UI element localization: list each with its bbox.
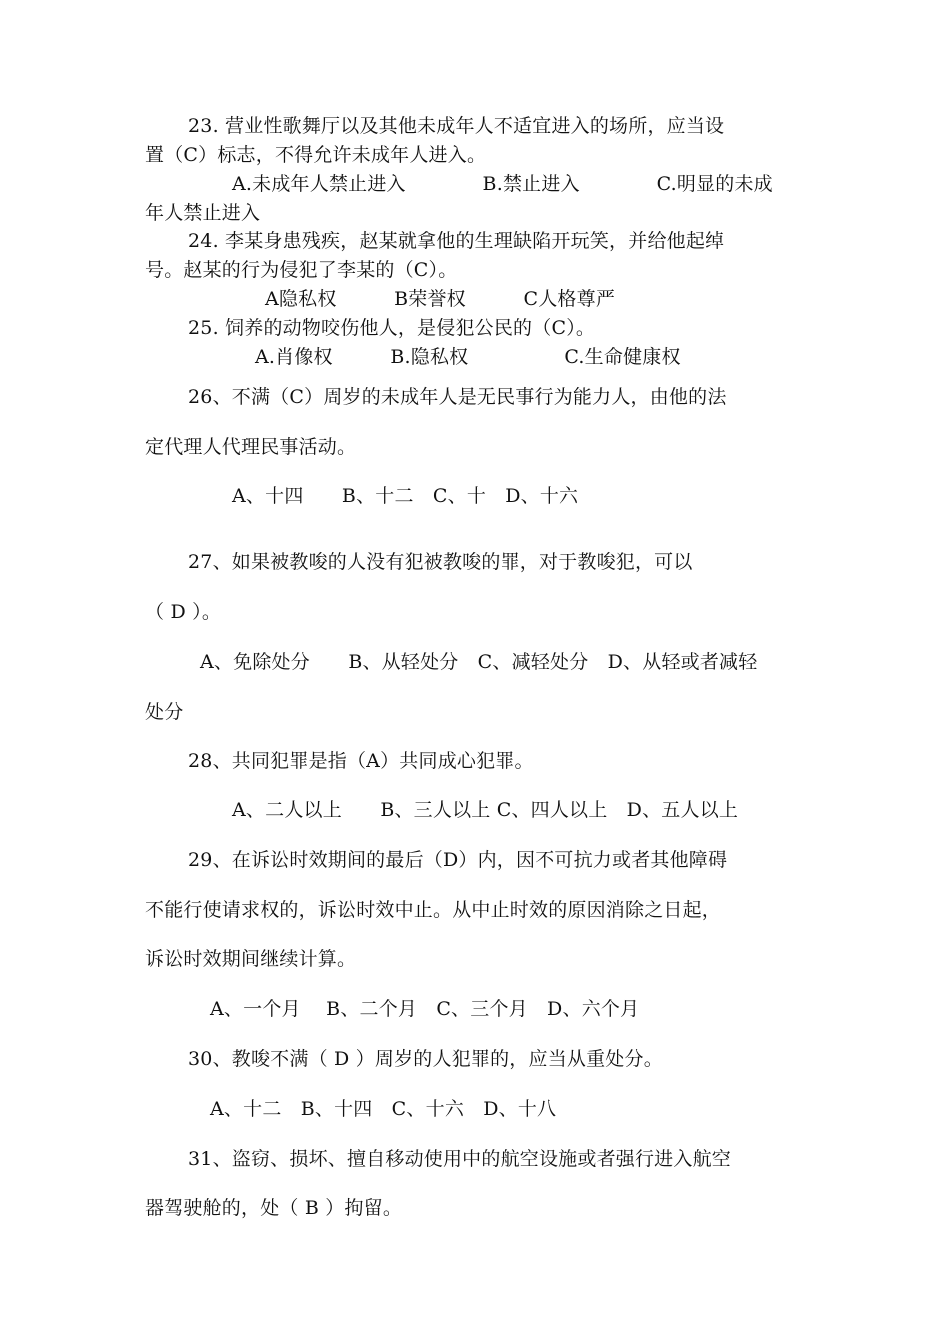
question-27-options-cont: 处分 [145, 701, 184, 723]
question-25-options: A.肖像权 B.隐私权 C.生命健康权 [255, 346, 681, 368]
question-30-line-1: 30、教唆不满（ D ）周岁的人犯罪的，应当从重处分。 [188, 1048, 663, 1070]
question-28-options: A、二人以上 B、三人以上 C、四人以上 D、五人以上 [232, 799, 739, 821]
question-29-line-1: 29、在诉讼时效期间的最后（D）内，因不可抗力或者其他障碍 [188, 849, 728, 871]
question-25-line-1: 25. 饲养的动物咬伤他人，是侵犯公民的（C）。 [188, 317, 596, 339]
question-23-line-1: 23. 营业性歌舞厅以及其他未成年人不适宜进入的场所，应当设 [188, 115, 725, 137]
question-29-line-2: 不能行使请求权的，诉讼时效中止。从中止时效的原因消除之日起， [145, 899, 722, 921]
question-24-line-2: 号。赵某的行为侵犯了李某的（C）。 [145, 259, 458, 281]
question-24-options: A隐私权 B荣誉权 C人格尊严 [265, 288, 616, 310]
question-27-line-2: （ D ）。 [145, 601, 222, 623]
question-26-options: A、十四 B、十二 C、十 D、十六 [232, 485, 579, 507]
question-26-line-1: 26、不满（C）周岁的未成年人是无民事行为能力人，由他的法 [188, 386, 727, 408]
question-26-line-2: 定代理人代理民事活动。 [145, 436, 357, 458]
question-29-line-3: 诉讼时效期间继续计算。 [145, 948, 357, 970]
question-27-options: A、免除处分 B、从轻处分 C、减轻处分 D、从轻或者减轻 [200, 651, 758, 673]
question-29-options: A、一个月 B、二个月 C、三个月 D、六个月 [210, 998, 640, 1020]
question-23-options: A.未成年人禁止进入 B.禁止进入 C.明显的未成 [232, 173, 773, 195]
question-30-options: A、十二 B、十四 C、十六 D、十八 [210, 1098, 557, 1120]
question-24-line-1: 24. 李某身患残疾，赵某就拿他的生理缺陷开玩笑，并给他起绰 [188, 230, 725, 252]
question-31-line-1: 31、盗窃、损坏、擅自移动使用中的航空设施或者强行进入航空 [188, 1148, 731, 1170]
question-27-line-1: 27、如果被教唆的人没有犯被教唆的罪，对于教唆犯，可以 [188, 551, 693, 573]
question-28-line-1: 28、共同犯罪是指（A）共同成心犯罪。 [188, 750, 534, 772]
question-23-line-2: 置（C）标志，不得允许未成年人进入。 [145, 144, 487, 166]
question-23-options-cont: 年人禁止进入 [145, 202, 261, 224]
question-31-line-2: 器驾驶舱的，处（ B ）拘留。 [145, 1197, 403, 1219]
